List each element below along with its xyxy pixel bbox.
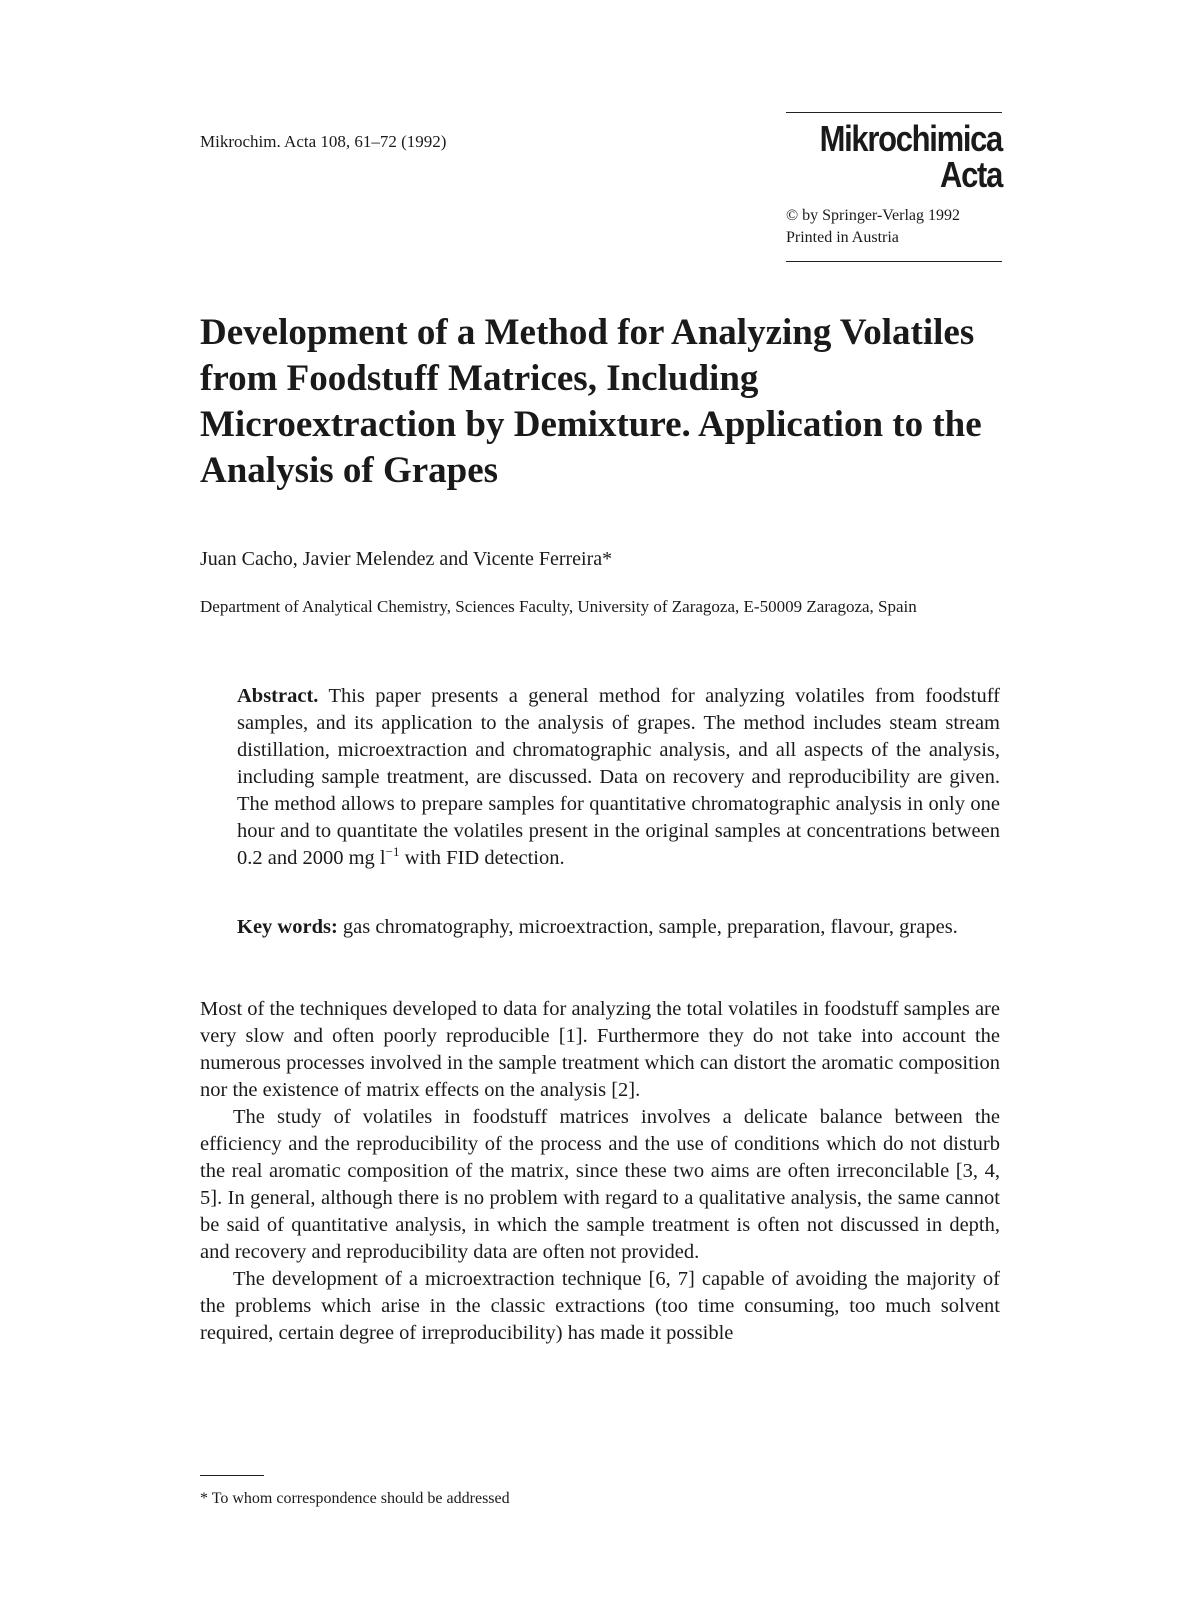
journal-logo-line2: Acta (940, 154, 1002, 195)
abstract-text-end: with FID detection. (399, 847, 565, 869)
printed-location: Printed in Austria (786, 229, 899, 246)
body-paragraph-1: Most of the techniques developed to data for analyzing the total volatiles in foodstuff samples are very slow and often poorly reproducible [1]. Furthermore they do not take into account the numerous processes involved in the sample treatment which can distort the aromatic composition nor the existence of matrix effects on the analysis [2]. (200, 998, 1000, 1101)
copyright-notice: © by Springer-Verlag 1992 (786, 207, 961, 224)
body-paragraph-3: The development of a microextraction technique [6, 7] capable of avoiding the majority of the problems which arise in the classic extractions (too time consuming, too much solvent required, certain degree of irreproducibility) has made it possible (200, 1268, 1000, 1344)
keywords (237, 914, 1000, 941)
author-affiliation: Department of Analytical Chemistry, Sciences Faculty, University of Zaragoza, E-50009 Zaragoza, Spain (200, 597, 917, 616)
journal-citation: Mikrochim. Acta 108, 61–72 (1992) (200, 132, 447, 151)
keywords-label: Key words: (237, 916, 338, 938)
article-title: Development of a Method for Analyzing Volatiles from Foodstuff Matrices, Including Microextraction by Demixture. Application to the Analysis of Grapes (200, 312, 982, 491)
abstract-unit-exponent: −1 (385, 844, 400, 860)
journal-masthead (786, 112, 1002, 262)
abstract-text: This paper presents a general method for analyzing volatiles from foodstuff samples, and its application to the analysis of grapes. The method includes steam stream distillation, microextraction and chromatographic analysis, and all aspects of the analysis, including sample treatment, are discussed. Data on recovery and reproducibility are given. The method allows to prepare samples for quantitative chromatographic analysis in only one hour and to quantitate the volatiles present in the original samples at concentrations between 0.2 and 2000 mg l (237, 685, 1000, 869)
masthead-top-rule (786, 112, 1002, 113)
abstract-label: Abstract. (237, 685, 319, 707)
article-authors: Juan Cacho, Javier Melendez and Vicente Ferreira* (200, 548, 613, 570)
journal-logo (816, 118, 1002, 195)
article-body (200, 996, 1000, 1347)
footnote-rule (200, 1475, 264, 1476)
correspondence-footnote: * To whom correspondence should be addressed (200, 1490, 510, 1507)
body-paragraph-2: The study of volatiles in foodstuff matrices involves a delicate balance between the efficiency and the reproducibility of the process and the use of conditions which do not disturb the real aromatic composition of the matrix, since these two aims are often irreconcilable [3, 4, 5]. In general, although there is no problem with regard to a qualitative analysis, the same cannot be said of quantitative analysis, in which the sample treatment is often not discussed in depth, and recovery and reproducibility data are often not provided. (200, 1106, 1000, 1263)
abstract (237, 683, 1000, 872)
journal-logo-line1: Mikrochimica (819, 118, 1002, 159)
masthead-bottom-rule (786, 261, 1002, 262)
keywords-text: gas chromatography, microextraction, sample, preparation, flavour, grapes. (342, 916, 958, 938)
publisher-info (786, 205, 1002, 249)
